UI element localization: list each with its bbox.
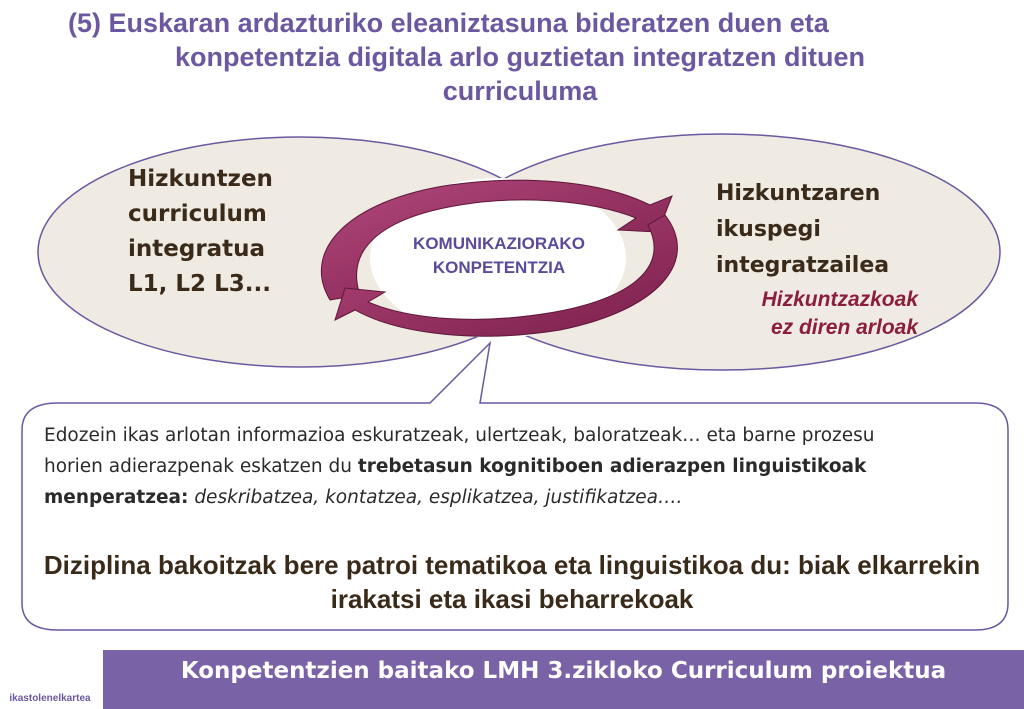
callout-paragraph [44, 420, 924, 513]
left-line-1: Hizkuntzen [128, 166, 273, 192]
left-line-2: curriculum [128, 201, 267, 227]
title-line-1: (5) Euskaran ardazturiko eleaniztasuna bideratzen duen eta [68, 8, 829, 38]
callout-text-plain: Edozein ikas arlotan informazioa eskuratzeak, ulertzeak, baloratzeak… eta barne prozesu horien adierazpenak eskatzen du [44, 425, 875, 477]
right-sub-line-1: Hizkuntzazkoak [761, 288, 918, 311]
center-label [370, 232, 628, 280]
title-line-3: curriculuma [442, 76, 598, 106]
right-line-1: Hizkuntzaren [716, 181, 881, 206]
left-line-3: integratua [128, 236, 266, 262]
title-line-2: konpetentzia digitala arlo guztietan integratzen dituen [174, 42, 866, 72]
right-sub-line-2: ez diren arloak [770, 316, 918, 339]
right-line-3: integratzailea [716, 253, 890, 278]
logo-text: ikastolenelkartea [9, 693, 91, 704]
right-ellipse-subtext [718, 286, 918, 342]
callout-main-statement: Diziplina bakoitzak bere patroi tematikoa eta linguistikoa du: biak elkarrekin irakatsi eta ikasi beharrekoak [43, 550, 981, 614]
callout-text-bold: trebetasun kognitiboen adierazpen linguistikoak menperatzea: [44, 456, 867, 508]
center-line-2: KONPETENTZIA [432, 258, 566, 277]
center-line-1: KOMUNIKAZIORAKO [413, 234, 585, 253]
left-line-4: L1, L2 L3... [128, 271, 271, 297]
page-title [60, 6, 980, 108]
right-ellipse-text [716, 176, 956, 284]
left-ellipse-text [128, 162, 318, 302]
right-line-2: ikuspegi [716, 217, 821, 242]
footer-title: Konpetentzien baitako LMH 3.zikloko Curriculum proiektua [180, 658, 947, 684]
callout-text-italic: deskribatzea, kontatzea, esplikatzea, justifikatzea…. [188, 487, 683, 508]
